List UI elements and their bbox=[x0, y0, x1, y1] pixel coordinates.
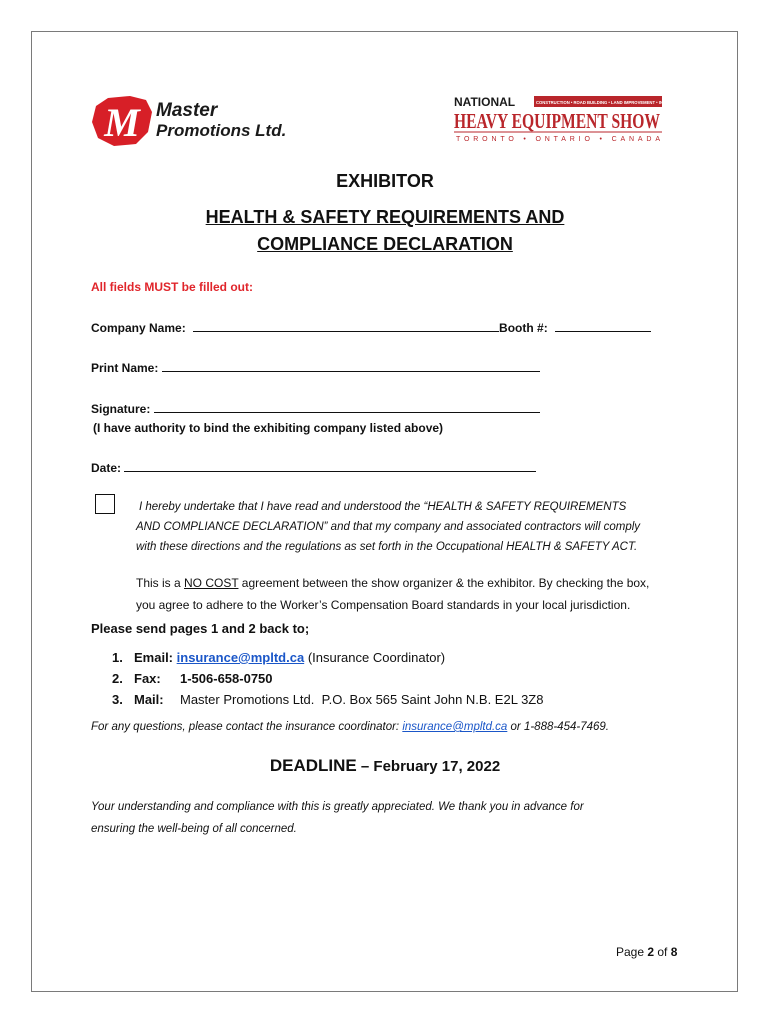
send-item-mail-num: 3. bbox=[112, 692, 123, 707]
declaration-text bbox=[136, 497, 706, 557]
send-item-fax bbox=[112, 668, 543, 689]
deadline-date: February 17, 2022 bbox=[373, 758, 501, 775]
master-promotions-logo bbox=[90, 92, 290, 148]
company-row bbox=[91, 320, 651, 335]
cost-prefix: This is a bbox=[136, 576, 185, 590]
deadline bbox=[0, 756, 770, 776]
insurance-email-link[interactable]: insurance@mpltd.ca bbox=[176, 650, 305, 665]
questions-line bbox=[91, 717, 609, 737]
cost-paragraph bbox=[136, 572, 716, 616]
deadline-dash: – bbox=[356, 758, 374, 775]
signature-label: Signature: bbox=[91, 402, 151, 416]
questions-email-link[interactable]: insurance@mpltd.ca bbox=[402, 721, 508, 733]
title-exhibitor: EXHIBITOR bbox=[336, 171, 434, 191]
show-name-text: HEAVY EQUIPMENT SHOW bbox=[454, 109, 660, 133]
cost-emphasis: NO COST bbox=[184, 576, 239, 590]
send-item-email bbox=[112, 647, 543, 668]
declaration-line1: I hereby undertake that I have read and understood the “HEALTH & SAFETY REQUIREMENTS bbox=[139, 501, 627, 513]
questions-suffix: or 1-888-454-7469. bbox=[507, 721, 609, 733]
print-name-label: Print Name: bbox=[91, 361, 159, 375]
heavy-equipment-show-mark bbox=[452, 94, 698, 144]
send-item-email-num: 1. bbox=[112, 650, 123, 665]
booth-label: Booth #: bbox=[499, 321, 548, 335]
signature-note: (I have authority to bind the exhibiting company listed above) bbox=[93, 421, 444, 435]
date-label: Date: bbox=[91, 461, 122, 475]
booth-number-field[interactable] bbox=[555, 320, 651, 332]
required-notice: All fields MUST be filled out: bbox=[91, 280, 253, 294]
send-heading: Please send pages 1 and 2 back to; bbox=[91, 621, 310, 636]
declaration-line3: with these directions and the regulations as set forth in the Occupational HEALTH & SAFETY ACT. bbox=[136, 541, 638, 553]
heavy-equipment-show-logo bbox=[452, 94, 698, 144]
send-item-email-label: Email: bbox=[134, 650, 174, 665]
page-word: Page bbox=[616, 945, 648, 959]
send-item-fax-value: 1-506-658-0750 bbox=[180, 671, 273, 686]
title-declaration: COMPLIANCE DECLARATION bbox=[257, 234, 513, 254]
page-current: 2 bbox=[647, 945, 655, 959]
closing-line2: ensuring the well-being of all concerned. bbox=[91, 823, 297, 835]
cost-suffix: agreement between the show organizer & the exhibitor. By checking the box, bbox=[238, 576, 650, 590]
cost-line2: you agree to adhere to the Worker’s Compensation Board standards in your local jurisdiction. bbox=[136, 598, 631, 612]
show-location-text: TORONTO • ONTARIO • CANADA bbox=[456, 136, 660, 143]
send-item-fax-label: Fax: bbox=[134, 671, 161, 686]
deadline-label: DEADLINE bbox=[269, 756, 357, 775]
send-item-mail bbox=[112, 689, 543, 710]
logo-letter: M bbox=[104, 100, 140, 145]
closing-paragraph bbox=[91, 796, 711, 840]
show-tagline-text: CONSTRUCTION • ROAD BUILDING • LAND IMPROVEMENT • INFRASTRUCTURE bbox=[536, 100, 698, 105]
print-name-row bbox=[91, 360, 540, 375]
page-number bbox=[616, 945, 677, 959]
date-row bbox=[91, 460, 536, 475]
date-field[interactable] bbox=[124, 460, 536, 472]
signature-row bbox=[91, 401, 540, 416]
send-item-mail-label: Mail: bbox=[134, 692, 164, 707]
page-of-word: of bbox=[654, 945, 671, 959]
logo-text-line2: Promotions Ltd. bbox=[156, 121, 287, 140]
questions-prefix: For any questions, please contact the insurance coordinator: bbox=[91, 721, 403, 733]
logo-text-line1: Master bbox=[156, 100, 218, 121]
cost-line1 bbox=[136, 572, 716, 594]
declaration-line2: AND COMPLIANCE DECLARATION” and that my company and associated contractors will comply bbox=[136, 521, 641, 533]
page-total: 8 bbox=[670, 945, 678, 959]
send-item-fax-num: 2. bbox=[112, 671, 123, 686]
master-promotions-mark bbox=[90, 92, 290, 148]
send-item-email-extra: (Insurance Coordinator) bbox=[307, 650, 446, 665]
title-requirements: HEALTH & SAFETY REQUIREMENTS AND bbox=[205, 207, 565, 227]
agreement-checkbox[interactable] bbox=[95, 494, 115, 514]
show-national-text: NATIONAL bbox=[454, 95, 516, 109]
signature-field[interactable] bbox=[154, 401, 540, 413]
send-list bbox=[112, 647, 543, 710]
closing-line1: Your understanding and compliance with this is greatly appreciated. We thank you in advance for bbox=[91, 801, 584, 813]
company-name-label: Company Name: bbox=[91, 321, 186, 335]
send-item-mail-value: Master Promotions Ltd. P.O. Box 565 Saint John N.B. E2L 3Z8 bbox=[180, 692, 544, 707]
company-name-field[interactable] bbox=[193, 320, 499, 332]
print-name-field[interactable] bbox=[162, 360, 540, 372]
